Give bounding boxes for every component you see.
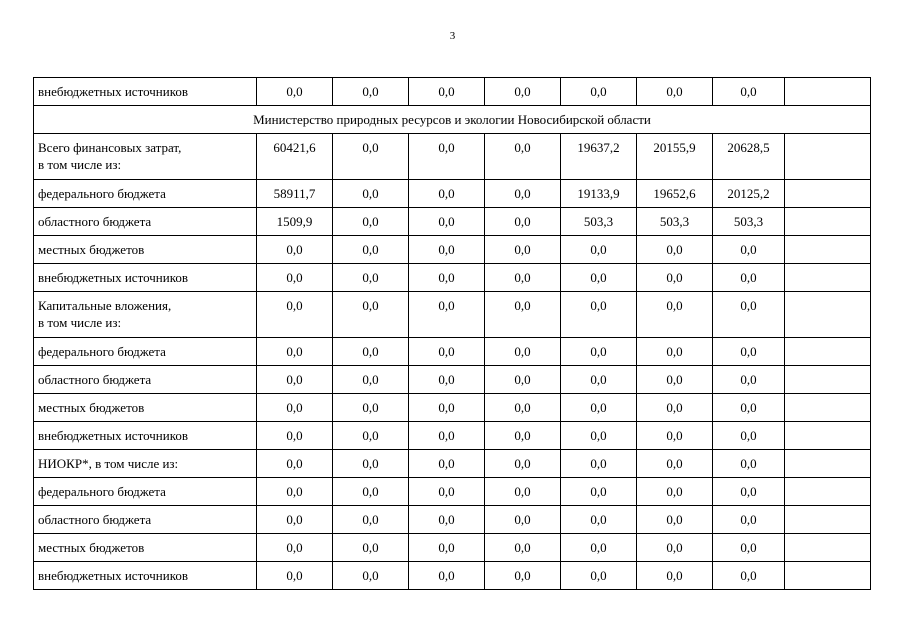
row-label: Всего финансовых затрат, в том числе из: (34, 134, 257, 180)
value-cell: 0,0 (637, 394, 713, 422)
value-cell: 0,0 (257, 534, 333, 562)
value-cell: 0,0 (561, 394, 637, 422)
row-label: местных бюджетов (34, 394, 257, 422)
value-cell: 0,0 (257, 78, 333, 106)
row-label: областного бюджета (34, 366, 257, 394)
value-cell: 0,0 (637, 450, 713, 478)
value-cell (785, 78, 871, 106)
value-cell: 0,0 (485, 534, 561, 562)
value-cell (785, 208, 871, 236)
value-cell: 0,0 (257, 292, 333, 338)
value-cell: 0,0 (409, 422, 485, 450)
table-row (34, 450, 871, 478)
table-row (34, 534, 871, 562)
value-cell: 0,0 (257, 478, 333, 506)
value-cell: 0,0 (637, 78, 713, 106)
value-cell (785, 478, 871, 506)
value-cell: 0,0 (485, 450, 561, 478)
value-cell: 0,0 (713, 562, 785, 590)
page-number: 3 (449, 30, 456, 42)
value-cell: 0,0 (257, 562, 333, 590)
value-cell (785, 134, 871, 180)
value-cell: 0,0 (713, 394, 785, 422)
value-cell: 0,0 (637, 236, 713, 264)
value-cell: 0,0 (637, 506, 713, 534)
row-label: внебюджетных источников (34, 78, 257, 106)
value-cell: 0,0 (561, 366, 637, 394)
value-cell: 0,0 (713, 264, 785, 292)
value-cell: 0,0 (333, 450, 409, 478)
value-cell: 0,0 (485, 366, 561, 394)
value-cell: 0,0 (333, 478, 409, 506)
value-cell: 20125,2 (713, 180, 785, 208)
value-cell: 0,0 (333, 562, 409, 590)
row-label: областного бюджета (34, 506, 257, 534)
value-cell: 0,0 (637, 264, 713, 292)
value-cell: 0,0 (409, 394, 485, 422)
value-cell: 0,0 (409, 180, 485, 208)
value-cell: 0,0 (637, 534, 713, 562)
value-cell: 0,0 (409, 208, 485, 236)
value-cell: 0,0 (333, 366, 409, 394)
value-cell: 0,0 (333, 338, 409, 366)
ministry-heading: Министерство природных ресурсов и экологии Новосибирской области (34, 106, 871, 134)
value-cell: 0,0 (561, 450, 637, 478)
value-cell: 0,0 (257, 422, 333, 450)
table-row (34, 394, 871, 422)
row-label: Капитальные вложения, в том числе из: (34, 292, 257, 338)
value-cell: 0,0 (561, 264, 637, 292)
table-row (34, 208, 871, 236)
row-label: НИОКР*, в том числе из: (34, 450, 257, 478)
row-label: внебюджетных источников (34, 264, 257, 292)
table-row (34, 180, 871, 208)
value-cell: 0,0 (485, 478, 561, 506)
value-cell: 0,0 (409, 134, 485, 180)
value-cell: 0,0 (333, 134, 409, 180)
row-label: федерального бюджета (34, 338, 257, 366)
value-cell: 0,0 (257, 450, 333, 478)
value-cell: 503,3 (637, 208, 713, 236)
value-cell: 20155,9 (637, 134, 713, 180)
table-row (34, 292, 871, 338)
value-cell: 0,0 (485, 292, 561, 338)
value-cell: 0,0 (485, 208, 561, 236)
table-row (34, 478, 871, 506)
value-cell: 0,0 (713, 292, 785, 338)
value-cell: 0,0 (333, 422, 409, 450)
value-cell: 0,0 (561, 534, 637, 562)
value-cell: 0,0 (485, 506, 561, 534)
value-cell (785, 366, 871, 394)
value-cell: 0,0 (333, 506, 409, 534)
value-cell (785, 562, 871, 590)
value-cell: 19637,2 (561, 134, 637, 180)
value-cell: 19133,9 (561, 180, 637, 208)
value-cell: 0,0 (409, 338, 485, 366)
table-row (34, 78, 871, 106)
value-cell: 0,0 (485, 422, 561, 450)
value-cell: 0,0 (257, 236, 333, 264)
value-cell: 0,0 (713, 450, 785, 478)
value-cell: 19652,6 (637, 180, 713, 208)
value-cell: 0,0 (713, 366, 785, 394)
value-cell: 0,0 (485, 180, 561, 208)
value-cell: 0,0 (409, 562, 485, 590)
value-cell (785, 506, 871, 534)
value-cell: 0,0 (333, 208, 409, 236)
value-cell: 0,0 (485, 562, 561, 590)
value-cell: 0,0 (561, 422, 637, 450)
value-cell: 0,0 (561, 338, 637, 366)
value-cell: 0,0 (409, 292, 485, 338)
value-cell: 0,0 (485, 134, 561, 180)
value-cell: 0,0 (637, 292, 713, 338)
table-row (34, 264, 871, 292)
row-label: федерального бюджета (34, 180, 257, 208)
value-cell: 503,3 (713, 208, 785, 236)
row-label: федерального бюджета (34, 478, 257, 506)
row-label: внебюджетных источников (34, 422, 257, 450)
value-cell: 0,0 (637, 366, 713, 394)
table-row (34, 422, 871, 450)
value-cell: 0,0 (333, 78, 409, 106)
table-row (34, 236, 871, 264)
value-cell: 0,0 (713, 534, 785, 562)
value-cell (785, 180, 871, 208)
value-cell: 0,0 (713, 236, 785, 264)
row-label: областного бюджета (34, 208, 257, 236)
value-cell: 0,0 (561, 478, 637, 506)
value-cell: 0,0 (561, 236, 637, 264)
value-cell: 0,0 (257, 366, 333, 394)
value-cell: 0,0 (333, 534, 409, 562)
value-cell: 0,0 (713, 478, 785, 506)
value-cell: 0,0 (333, 236, 409, 264)
value-cell (785, 292, 871, 338)
value-cell: 0,0 (333, 292, 409, 338)
value-cell (785, 394, 871, 422)
row-label: внебюджетных источников (34, 562, 257, 590)
value-cell: 0,0 (409, 264, 485, 292)
value-cell: 0,0 (637, 562, 713, 590)
value-cell: 0,0 (485, 78, 561, 106)
value-cell: 0,0 (409, 366, 485, 394)
table-row (34, 134, 871, 180)
value-cell: 503,3 (561, 208, 637, 236)
value-cell: 0,0 (409, 78, 485, 106)
table-row (34, 366, 871, 394)
value-cell: 0,0 (257, 394, 333, 422)
table-row (34, 506, 871, 534)
value-cell (785, 422, 871, 450)
value-cell: 0,0 (409, 478, 485, 506)
value-cell: 0,0 (485, 236, 561, 264)
value-cell: 0,0 (333, 394, 409, 422)
value-cell: 0,0 (637, 478, 713, 506)
value-cell: 0,0 (713, 506, 785, 534)
value-cell: 0,0 (485, 338, 561, 366)
value-cell: 1509,9 (257, 208, 333, 236)
value-cell: 0,0 (257, 264, 333, 292)
value-cell: 0,0 (333, 180, 409, 208)
value-cell: 0,0 (561, 562, 637, 590)
financing-table (33, 77, 871, 590)
value-cell: 0,0 (637, 422, 713, 450)
value-cell: 0,0 (409, 506, 485, 534)
value-cell: 0,0 (409, 534, 485, 562)
value-cell (785, 264, 871, 292)
value-cell: 0,0 (409, 450, 485, 478)
value-cell: 0,0 (409, 236, 485, 264)
value-cell: 0,0 (485, 264, 561, 292)
value-cell: 58911,7 (257, 180, 333, 208)
value-cell (785, 338, 871, 366)
value-cell: 60421,6 (257, 134, 333, 180)
value-cell: 0,0 (561, 292, 637, 338)
value-cell: 0,0 (713, 78, 785, 106)
value-cell (785, 236, 871, 264)
table-row (34, 562, 871, 590)
value-cell: 0,0 (637, 338, 713, 366)
value-cell: 0,0 (257, 506, 333, 534)
value-cell: 0,0 (561, 78, 637, 106)
table-row (34, 338, 871, 366)
value-cell: 0,0 (561, 506, 637, 534)
value-cell: 0,0 (257, 338, 333, 366)
row-label: местных бюджетов (34, 534, 257, 562)
row-label: местных бюджетов (34, 236, 257, 264)
value-cell: 0,0 (713, 422, 785, 450)
value-cell (785, 450, 871, 478)
value-cell: 0,0 (333, 264, 409, 292)
value-cell: 20628,5 (713, 134, 785, 180)
value-cell: 0,0 (485, 394, 561, 422)
value-cell: 0,0 (713, 338, 785, 366)
value-cell (785, 534, 871, 562)
